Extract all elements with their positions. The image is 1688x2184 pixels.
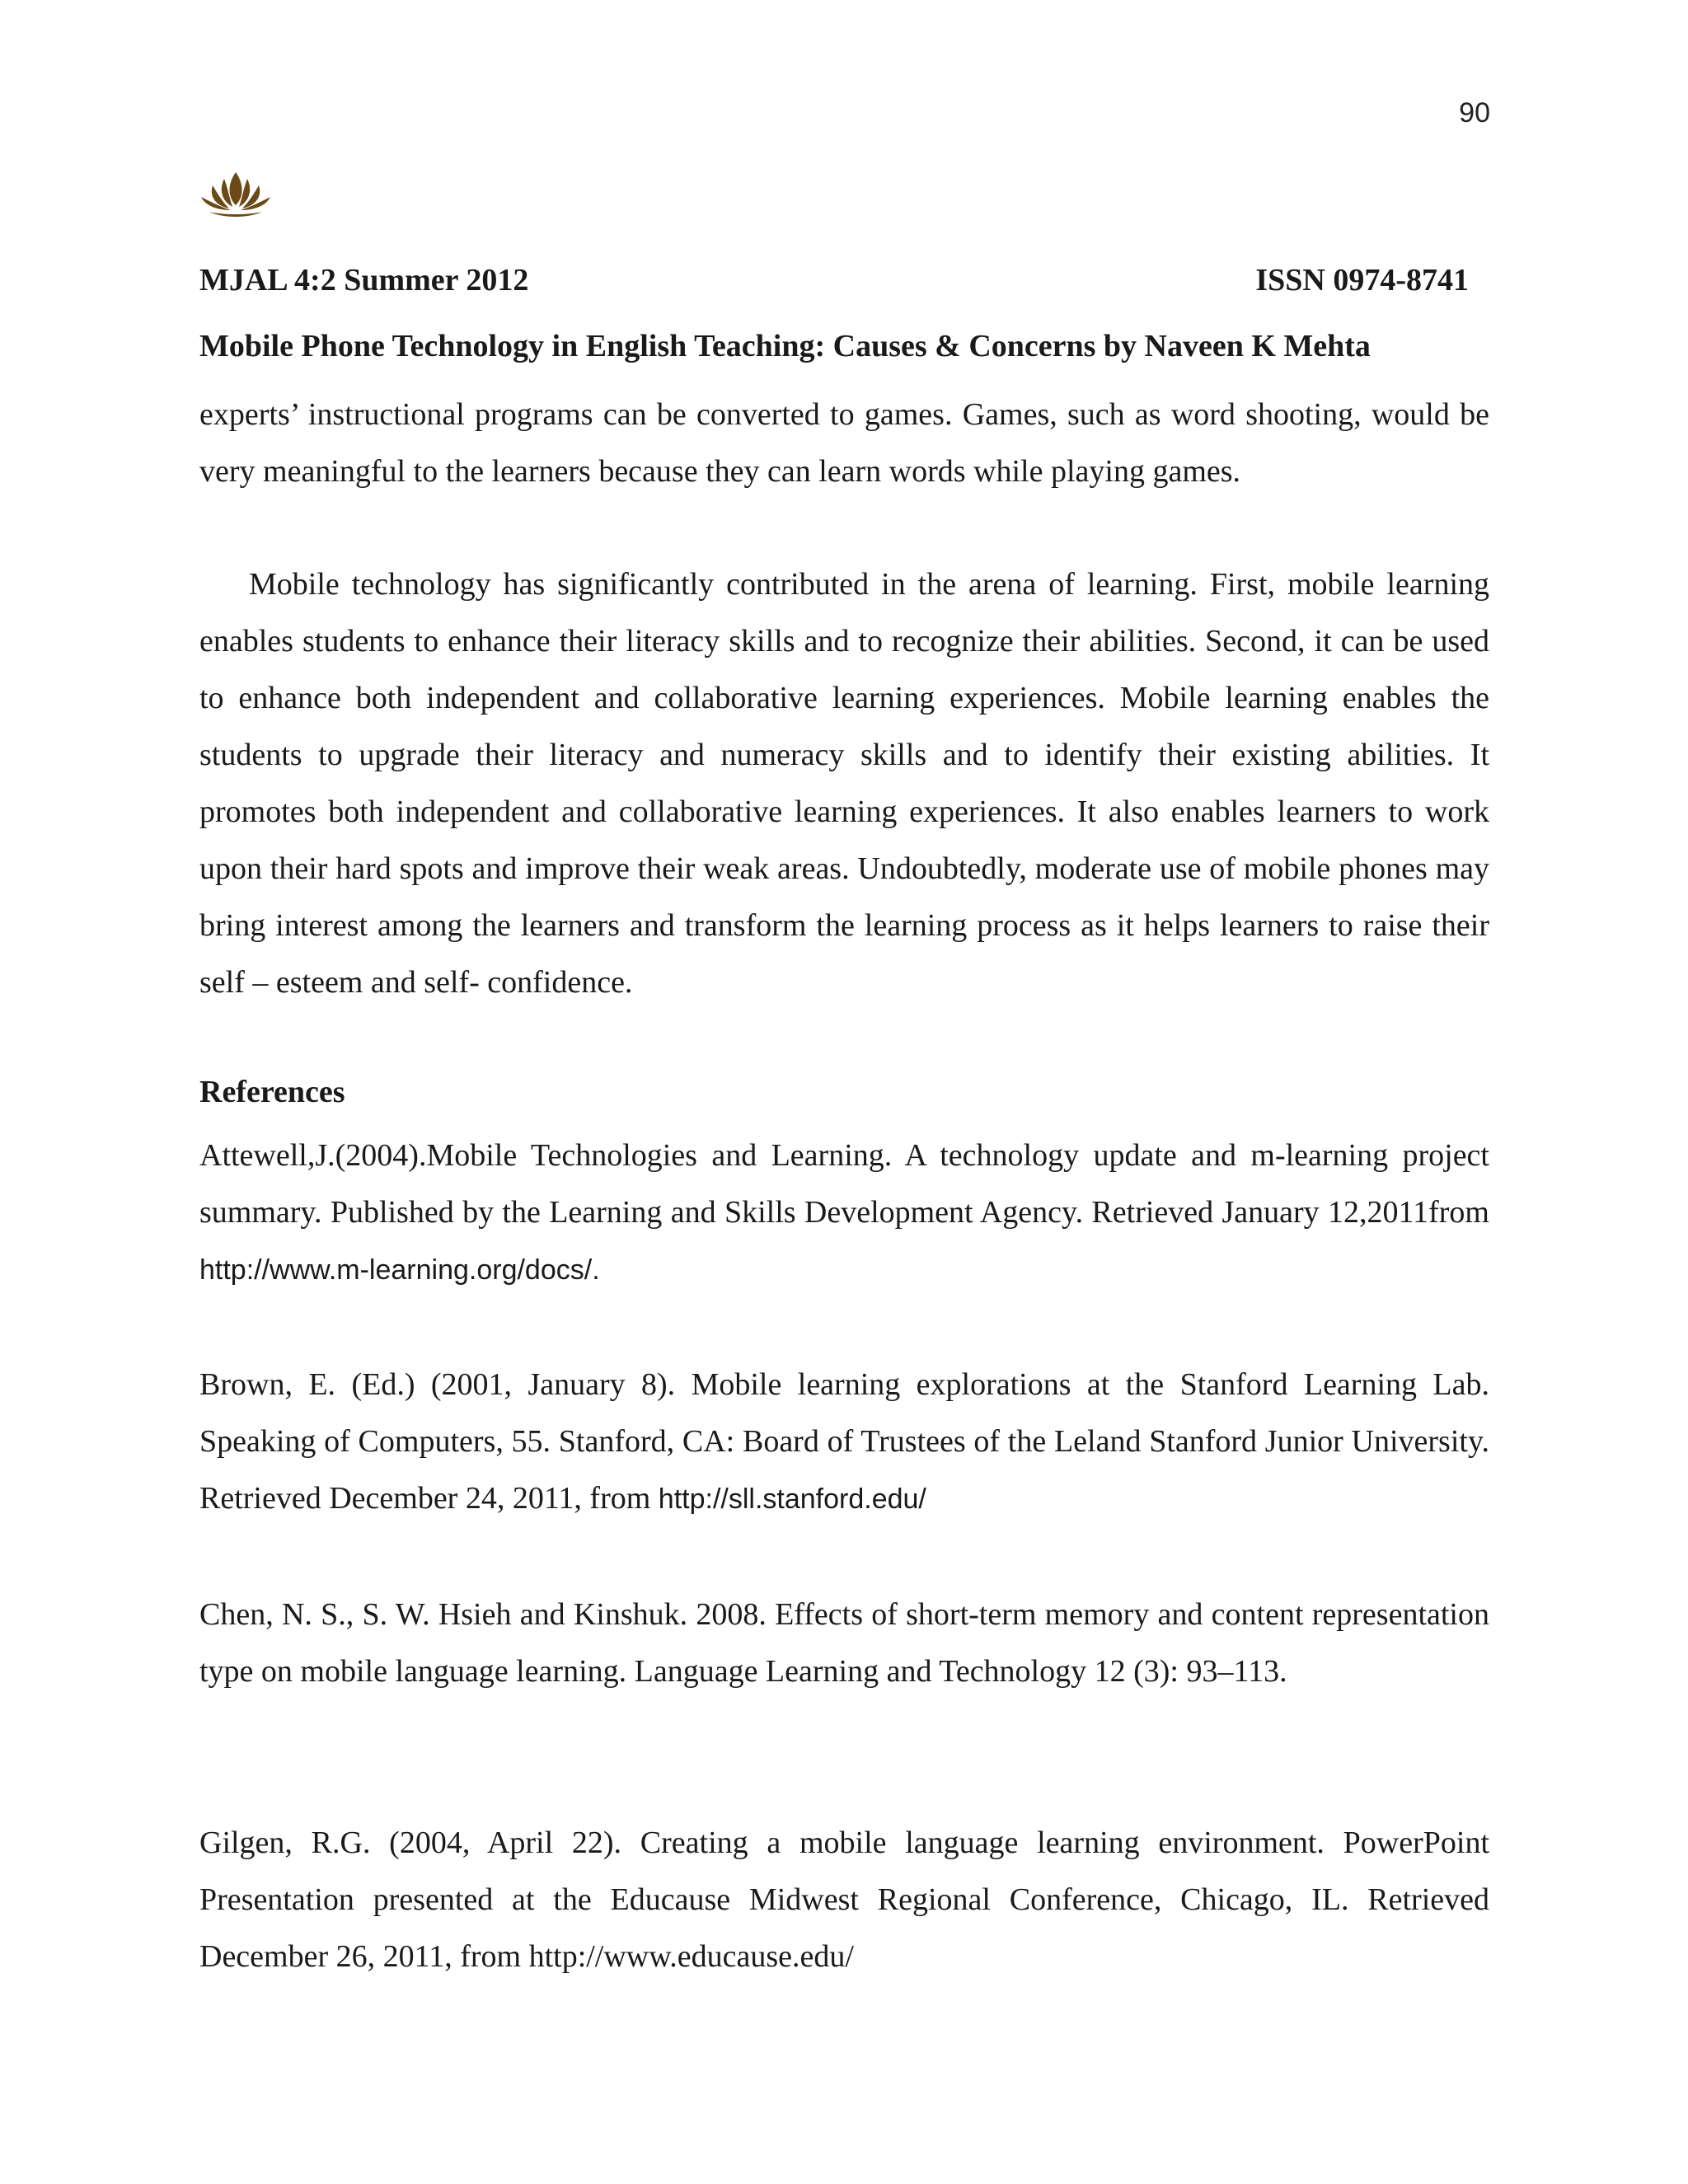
journal-header — [199, 262, 1469, 298]
reference-attewell-link[interactable]: http://www.m-learning.org/docs/. — [199, 1254, 600, 1286]
references-heading: References — [199, 1075, 345, 1109]
issn-number: ISSN 0974-8741 — [1255, 263, 1469, 298]
body-paragraph-1: experts’ instructional programs can be converted to games. Games, such as word shooting, would be very meaningful to the learners because they can learn words while playing games. — [199, 397, 1489, 489]
reference-attewell-text: Attewell,J.(2004).Mobile Technologies and Learning. A technology update and m-learning project summary. Published by the Learning and Skills Development Agency. Retrieved January 12,2011from — [199, 1138, 1489, 1230]
body-paragraph-2: Mobile technology has significantly contributed in the arena of learning. First, mobile learning enables students to enhance their literacy skills and to recognize their abilities. Second, it can be used to enhance both independent and collaborative learning experiences. Mobile learning enables the students to upgrade their literacy and numeracy skills and to identify their existing abilities. It promotes both independent and collaborative learning experiences. It also enables learners to work upon their hard spots and improve their weak areas. Undoubtedly, moderate use of mobile phones may bring interest among the learners and transform the learning process as it helps learners to raise their self – esteem and self- confidence. — [199, 567, 1489, 1000]
article-title: Mobile Phone Technology in English Teaching: Causes & Concerns by Naveen K Mehta — [199, 329, 1371, 363]
reference-chen: Chen, N. S., S. W. Hsieh and Kinshuk. 2008. Effects of short-term memory and content representation type on mobile language learning. Language Learning and Technology 12 (3): 93–113. — [199, 1597, 1489, 1689]
reference-brown — [199, 1357, 1489, 1528]
reference-attewell — [199, 1127, 1489, 1299]
reference-brown-link[interactable]: http://sll.stanford.edu/ — [658, 1483, 926, 1515]
reference-brown-text: Brown, E. (Ed.) (2001, January 8). Mobile learning explorations at the Stanford Learning Lab. Speaking of Computers, 55. Stanford, CA: Board of Trustees of the Leland Stanford Junior University. Retrieved December 24, 2011, from — [199, 1367, 1489, 1516]
reference-gilgen: Gilgen, R.G. (2004, April 22). Creating a mobile language learning environment. PowerPoint Presentation presented at the Educause Midwest Regional Conference, Chicago, IL. Retrieved December 26, 2011, from http://www.educause.edu/ — [199, 1825, 1489, 1974]
journal-issue: MJAL 4:2 Summer 2012 — [199, 263, 529, 298]
lotus-icon — [198, 169, 274, 220]
page-number: 90 — [1459, 97, 1490, 129]
